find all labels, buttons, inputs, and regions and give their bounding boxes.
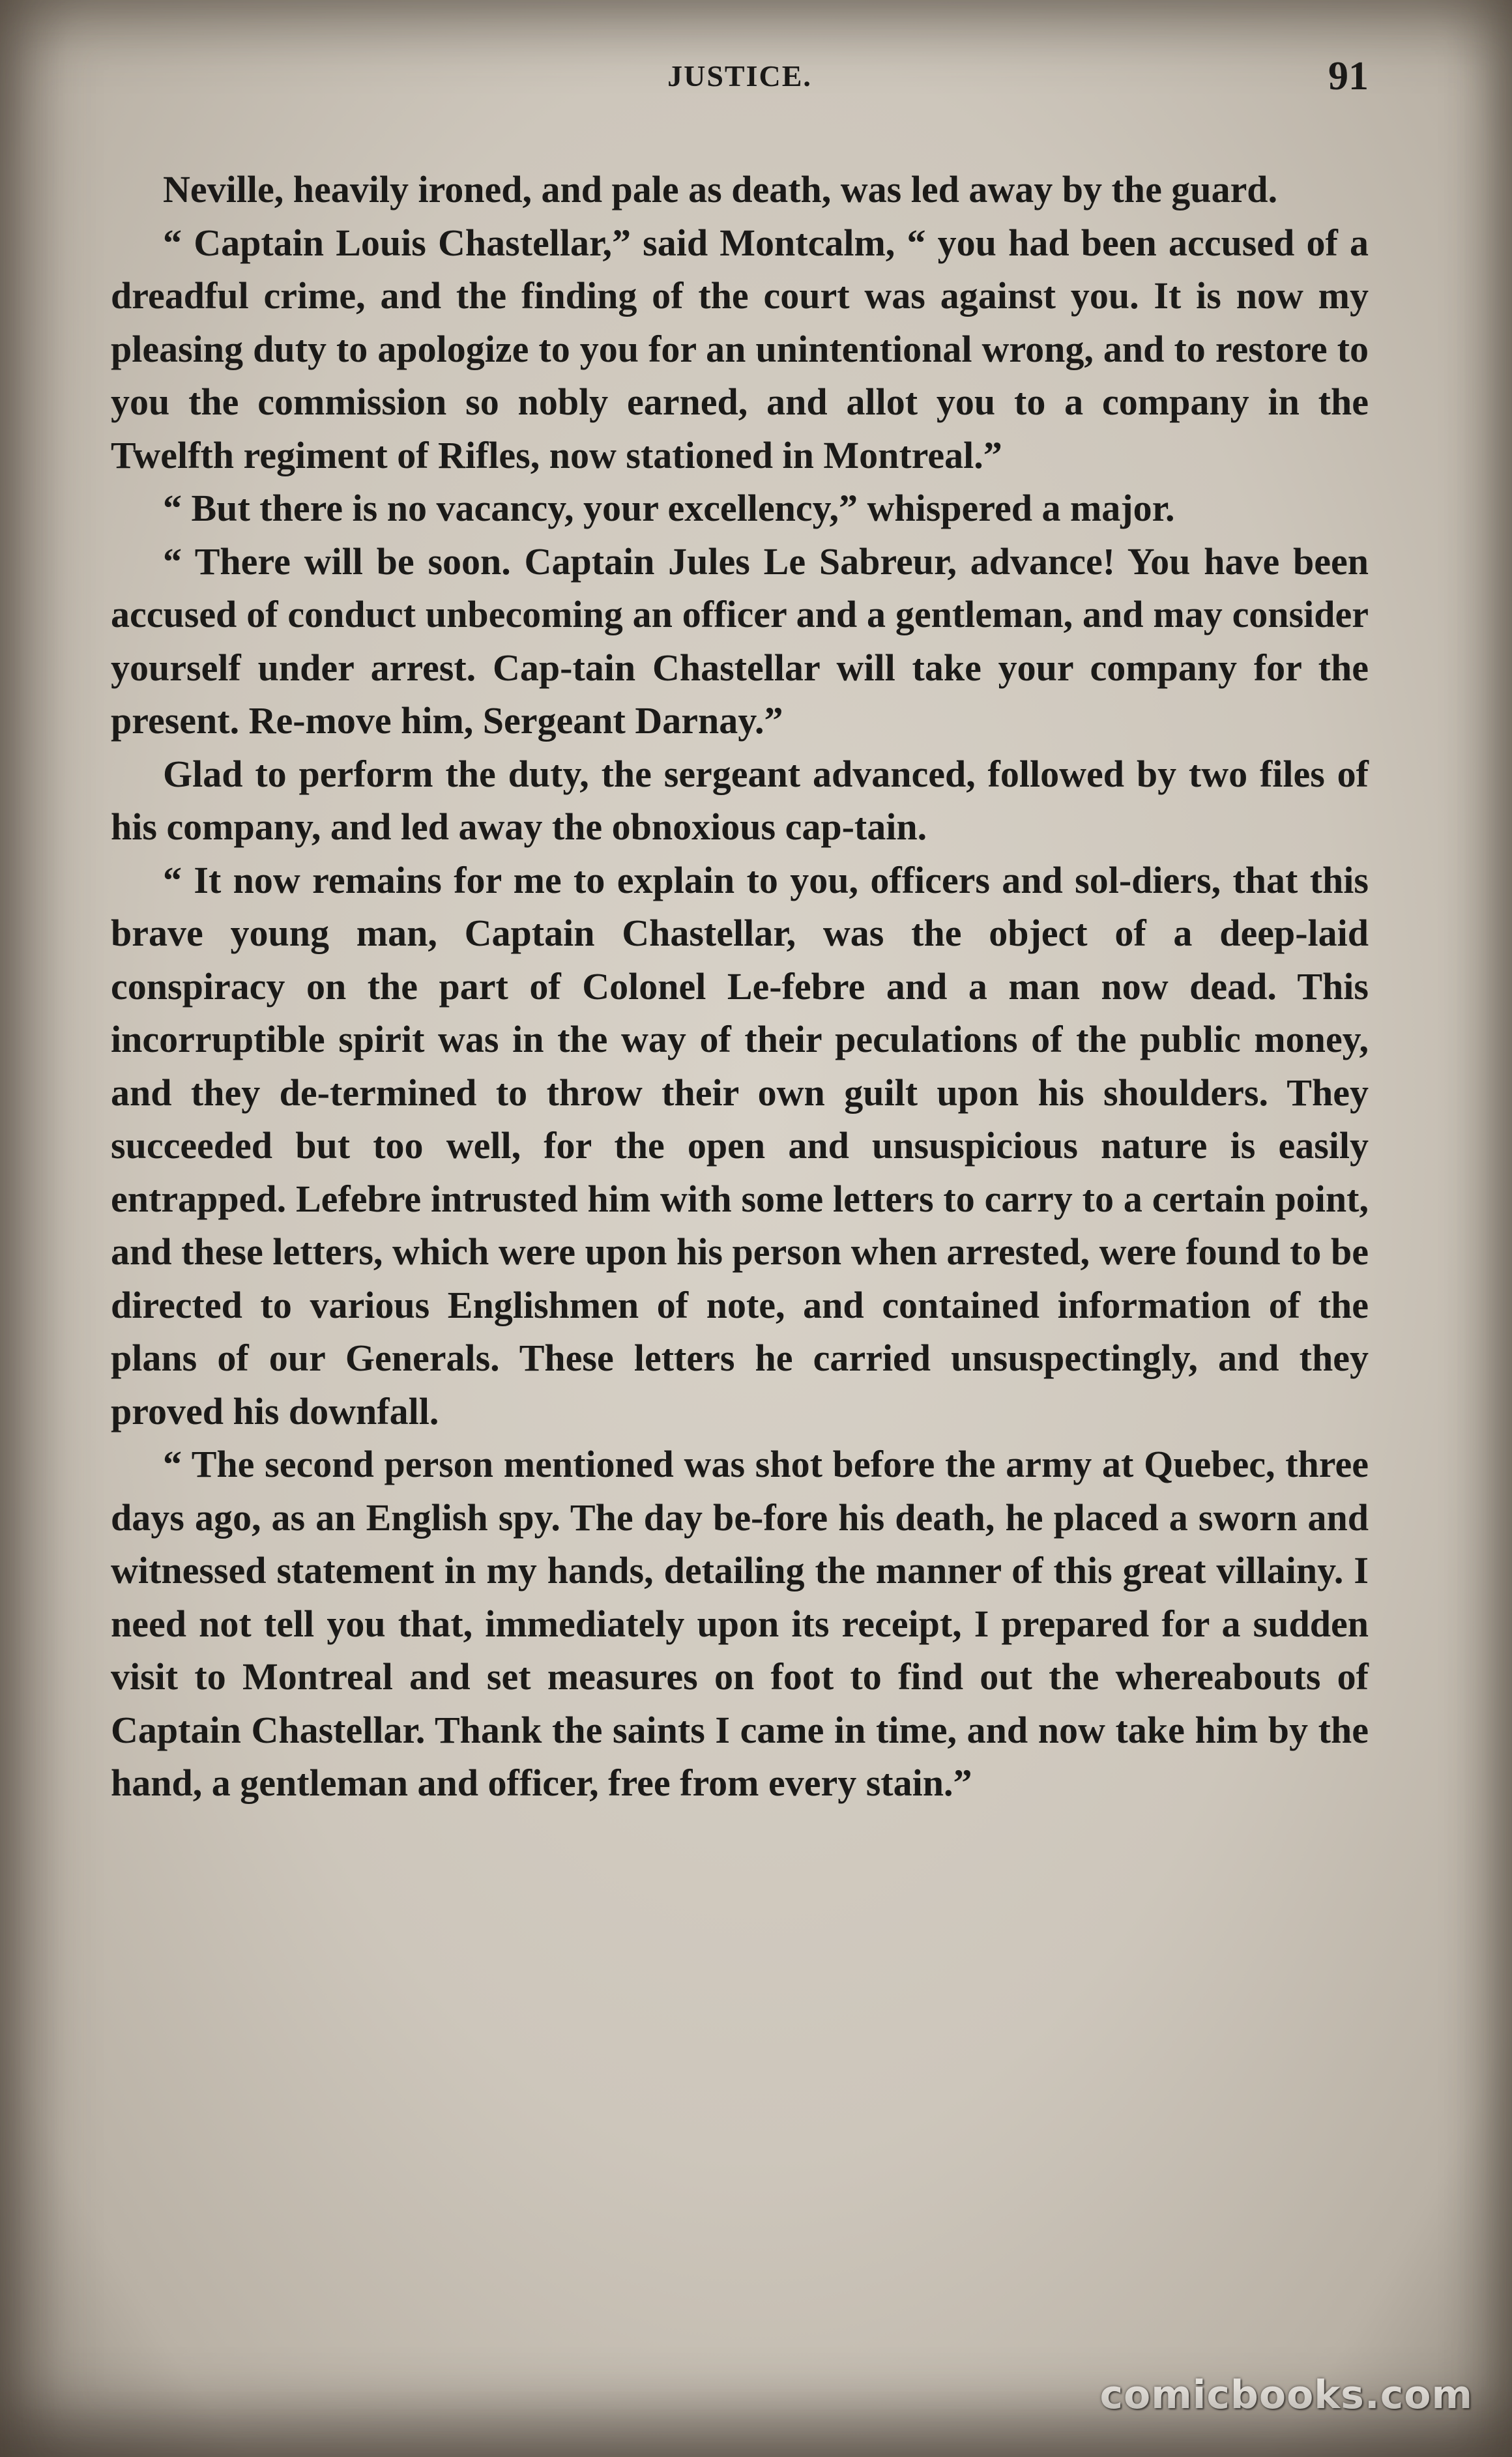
- running-head: JUSTICE.: [667, 59, 812, 93]
- paragraph-6: “ It now remains for me to explain to you, officers and sol-diers, that this brave young man, Captain Chastellar, was the object of a deep-laid conspiracy on the part of Colonel Le-febre and a man now dead. This incorruptible spirit was in the way of their peculations of the public money, and they de-termined to throw their own guilt upon his shoulders. They succeeded but too well, for the open and unsuspicious nature is easily entrapped. Lefebre intrusted him with some letters to carry to a certain point, and these letters, which were upon his person when arrested, were found to be directed to various Englishmen of note, and contained information of the plans of our Generals. These letters he carried unsuspectingly, and they proved his downfall.: [111, 858, 1369, 1432]
- paragraph-2: “ Captain Louis Chastellar,” said Montcalm, “ you had been accused of a dreadful crime, and the finding of the court was against you. It is now my pleasing duty to apologize to you for an unintentional wrong, and to restore to you the commission so nobly earned, and allot you to a company in the Twelfth regiment of Rifles, now stationed in Montreal.”: [111, 221, 1369, 476]
- paragraph-4: “ There will be soon. Captain Jules Le Sabreur, advance! You have been accused of conduct unbecoming an officer and a gentleman, and may consider yourself under arrest. Cap-tain Chastellar will take your company for the present. Re-move him, Sergeant Darnay.”: [111, 540, 1369, 742]
- page-header: [111, 54, 1369, 117]
- paragraph-1: Neville, heavily ironed, and pale as death, was led away by the guard.: [163, 168, 1278, 211]
- paragraph-3: “ But there is no vacancy, your excellency,” whispered a major.: [163, 487, 1175, 529]
- paragraph-7: “ The second person mentioned was shot before the army at Quebec, three days ago, as an English spy. The day be-fore his death, he placed a sworn and witnessed statement in my hands, detailing the manner of this great villainy. I need not tell you that, immediately upon its receipt, I prepared for a sudden visit to Montreal and set measures on foot to find out the whereabouts of Captain Chastellar. Thank the saints I came in time, and now take him by the hand, a gentleman and officer, free from every stain.”: [111, 1443, 1369, 1804]
- body-text: [111, 163, 1369, 1810]
- site-watermark: comicbooks.com: [1099, 2372, 1473, 2418]
- page-number: 91: [1328, 54, 1369, 98]
- paragraph-5: Glad to perform the duty, the sergeant advanced, followed by two files of his company, and led away the obnoxious cap-tain.: [111, 752, 1369, 848]
